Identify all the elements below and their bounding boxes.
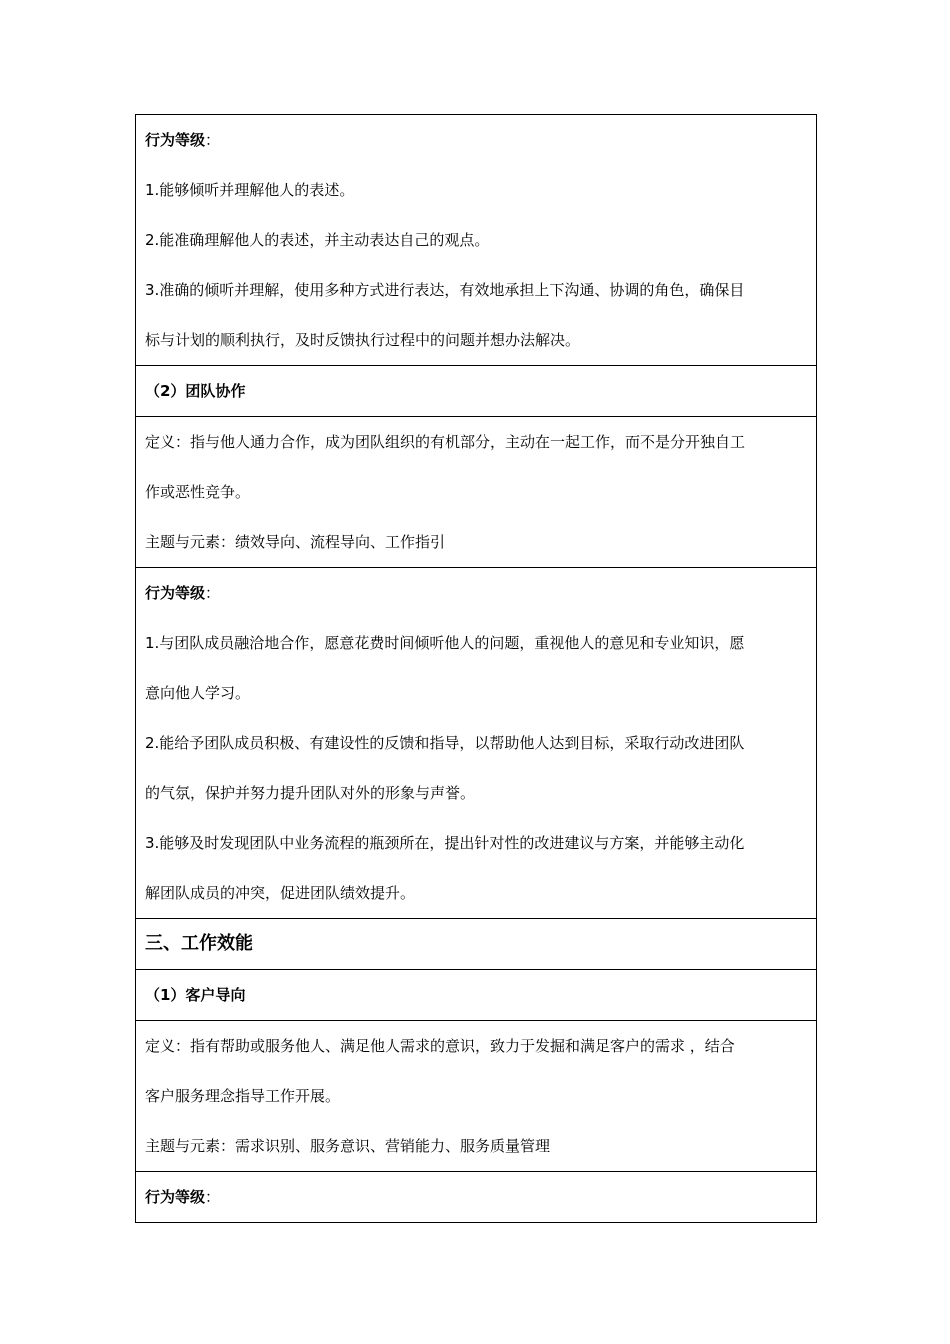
behavior-level-label-text: 行为等级 bbox=[145, 131, 206, 149]
behavior-level-item: 3.准确的倾听并理解，使用多种方式进行表达，有效地承担上下沟通、协调的角色，确保目 bbox=[145, 281, 745, 299]
behavior-level-item: 3.能够及时发现团队中业务流程的瓶颈所在，提出针对性的改进建议与方案，并能够主动化 bbox=[145, 834, 745, 852]
behavior-level-item: 标与计划的顺利执行，及时反馈执行过程中的问题并想办法解决。 bbox=[145, 331, 581, 349]
behavior-level-item: 解团队成员的冲突，促进团队绩效提升。 bbox=[145, 884, 416, 902]
behavior-level-label-colon: ： bbox=[205, 1188, 221, 1206]
behavior-level-item: 意向他人学习。 bbox=[145, 684, 251, 702]
competency-heading: （2）团队协作 bbox=[145, 382, 246, 400]
section-title-cell-work-efficiency bbox=[136, 919, 816, 970]
behavior-level-item: 1.与团队成员融洽地合作，愿意花费时间倾听他人的问题，重视他人的意见和专业知识，愿 bbox=[145, 634, 745, 652]
competency-heading: （1）客户导向 bbox=[145, 986, 246, 1004]
section-title: 三、工作效能 bbox=[145, 933, 253, 954]
behavior-level-label-text: 行为等级 bbox=[145, 584, 206, 602]
behavior-level-item: 的气氛，保护并努力提升团队对外的形象与声誉。 bbox=[145, 784, 476, 802]
definition-text: 定义：指与他人通力合作，成为团队组织的有机部分，主动在一起工作，而不是分开独自工 bbox=[145, 433, 746, 451]
behavior-level-item: 2.能给予团队成员积极、有建设性的反馈和指导，以帮助他人达到目标，采取行动改进团队 bbox=[145, 734, 745, 752]
behavior-level-label-text: 行为等级 bbox=[145, 1188, 206, 1206]
behavior-level-cell-communication bbox=[136, 115, 816, 366]
competency-heading-cell-customer bbox=[136, 970, 816, 1021]
behavior-level-label-colon: ： bbox=[205, 584, 221, 602]
behavior-level-cell-teamwork bbox=[136, 568, 816, 919]
definition-text: 定义：指有帮助或服务他人、满足他人需求的意识，致力于发掘和满足客户的需求 ，结合 bbox=[145, 1037, 735, 1055]
behavior-level-label bbox=[145, 568, 807, 618]
definition-text: 作或恶性竞争。 bbox=[145, 483, 251, 501]
behavior-level-cell-customer bbox=[136, 1172, 816, 1222]
theme-elements-text: 主题与元素：需求识别、服务意识、营销能力、服务质量管理 bbox=[145, 1137, 551, 1155]
behavior-level-item: 1.能够倾听并理解他人的表述。 bbox=[145, 181, 355, 199]
behavior-level-label-colon: ： bbox=[205, 131, 221, 149]
definition-text: 客户服务理念指导工作开展。 bbox=[145, 1087, 341, 1105]
definition-cell-teamwork bbox=[136, 417, 816, 568]
competency-heading-cell-teamwork bbox=[136, 366, 816, 417]
behavior-level-label bbox=[145, 115, 807, 165]
competency-table bbox=[135, 114, 817, 1223]
behavior-level-label bbox=[145, 1172, 807, 1222]
definition-cell-customer bbox=[136, 1021, 816, 1172]
theme-elements-text: 主题与元素：绩效导向、流程导向、工作指引 bbox=[145, 533, 446, 551]
behavior-level-item: 2.能准确理解他人的表述，并主动表达自己的观点。 bbox=[145, 231, 490, 249]
